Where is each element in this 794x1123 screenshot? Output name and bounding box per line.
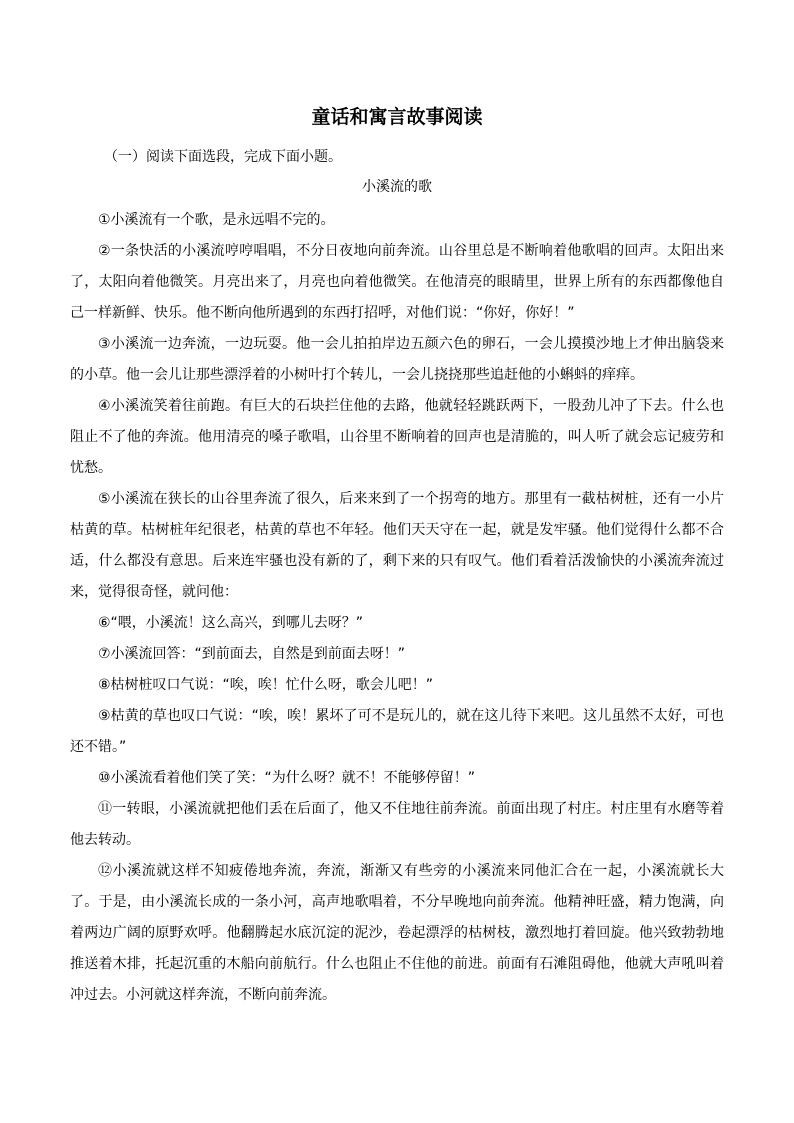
paragraph-7: ⑦小溪流回答：“到前面去，自然是到前面去呀！” — [98, 646, 406, 662]
paragraph-10: ⑩小溪流看着他们笑了笑：“为什么呀？就不！不能够停留！” — [98, 770, 476, 786]
paragraph-6: ⑥“喂，小溪流！这么高兴，到哪儿去呀？” — [98, 615, 364, 631]
paragraph-1: ①小溪流有一个歌，是永远唱不完的。 — [98, 212, 335, 228]
paragraph-2: ②一条快活的小溪流哼哼唱唱，不分日夜地向前奔流。山谷里总是不断响着他歌唱的回声。太阳出来了，太阳向着他微笑。月亮出来了，月亮也向着他微笑。在他清亮的眼睛里，世界上所有的东西都像他自己一样新鲜、快乐。他不断向他所遇到的东西打招呼，对他们说：“你好，你好！” — [70, 243, 724, 321]
paragraph-11: ⑪一转眼，小溪流就把他们丢在后面了，他又不住地往前奔流。前面出现了村庄。村庄里有水磨等着他去转动。 — [70, 801, 724, 848]
story-body — [70, 205, 724, 1011]
story-title: 小溪流的歌 — [362, 179, 432, 195]
paragraph-5: ⑤小溪流在狭长的山谷里奔流了很久，后来来到了一个拐弯的地方。那里有一截枯树桩，还有一小片枯黄的草。枯树桩年纪很老，枯黄的草也不年轻。他们天天守在一起，就是发牢骚。他们觉得什么都不合适，什么都没有意思。后来连牢骚也没有新的了，剩下来的只有叹气。他们看着活泼愉快的小溪流奔流过来，觉得很奇怪，就问他： — [70, 491, 724, 600]
paragraph-8: ⑧枯树桩叹口气说：“唉，唉！忙什么呀，歌会儿吧！” — [98, 677, 434, 693]
reading-instruction: （一）阅读下面选段，完成下面小题。 — [104, 149, 342, 165]
document-title: 童话和寓言故事阅读 — [311, 106, 483, 128]
paragraph-12: ⑫小溪流就这样不知疲倦地奔流，奔流，渐渐又有些旁的小溪流来同他汇合在一起，小溪流就长大了。于是，由小溪流长成的一条小河，高声地歌唱着，不分早晚地向前奔流。他精神旺盛，精力饱满，向着两边广阔的原野欢呼。他翻腾起水底沉淀的泥沙，卷起漂浮的枯树枝，激烈地打着回旋。他兴致勃勃地推送着木排，托起沉重的木船向前航行。什么也阻止不住他的前进。前面有石滩阻碍他，他就大声吼叫着冲过去。小河就这样奔流，不断向前奔流。 — [70, 863, 724, 1003]
paragraph-4: ④小溪流笑着往前跑。有巨大的石块拦住他的去路，他就轻轻跳跃两下，一股劲儿冲了下去。什么也阻止不了他的奔流。他用清亮的嗓子歌唱，山谷里不断响着的回声也是清脆的，叫人听了就会忘记疲劳和忧愁。 — [70, 398, 724, 476]
paragraph-3: ③小溪流一边奔流，一边玩耍。他一会儿拍拍岸边五颜六色的卵石，一会儿摸摸沙地上才伸出脑袋来的小草。他一会儿让那些漂浮着的小树叶打个转儿，一会儿挠挠那些追赶他的小蝌蚪的痒痒。 — [70, 336, 724, 383]
paragraph-9: ⑨枯黄的草也叹口气说：“唉，唉！累坏了可不是玩儿的，就在这儿待下来吧。这儿虽然不太好，可也还不错。” — [70, 708, 724, 755]
